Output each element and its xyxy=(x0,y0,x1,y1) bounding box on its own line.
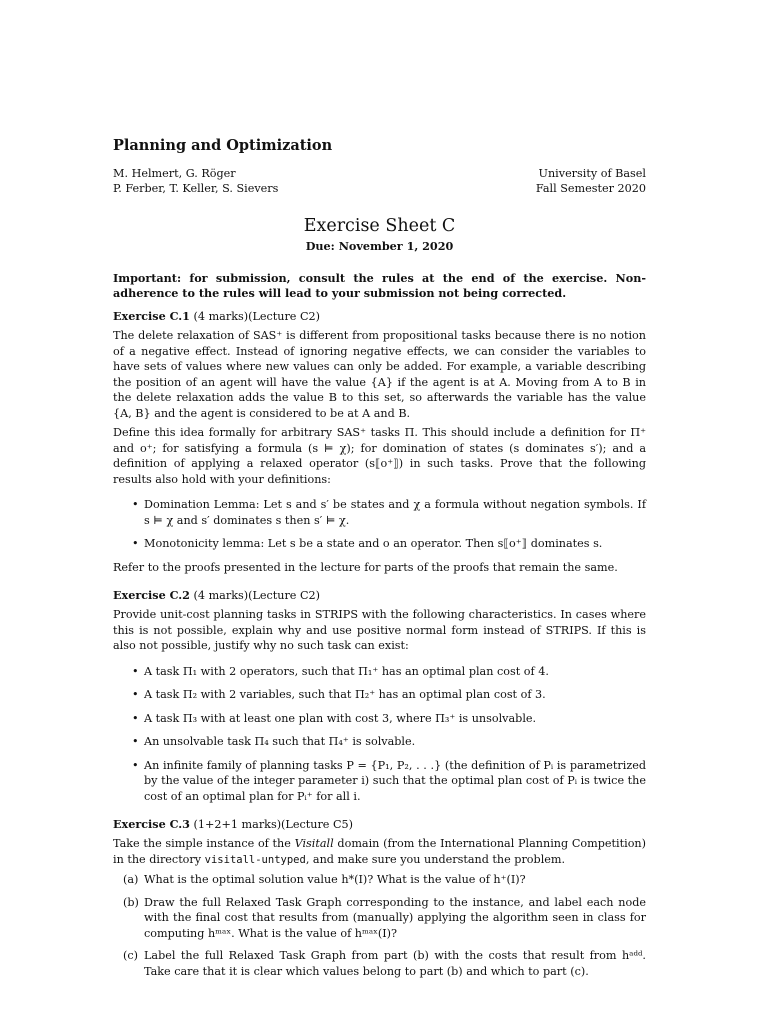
list-item: • An unsolvable task Π₄ such that Π₄⁺ is solvable. xyxy=(132,735,416,748)
due-date: Due: November 1, 2020 xyxy=(305,239,454,253)
exercise-c3-heading xyxy=(113,817,646,832)
list-item: • Domination Lemma: Let s and s′ be states and χ a formula without negation symbols. If s ⊨ χ and s′ dominates s then s′ ⊨ χ. xyxy=(132,498,646,527)
exercise-c1-heading xyxy=(113,309,646,324)
document-page xyxy=(113,136,646,986)
list-item: (b) Draw the full Relaxed Task Graph corresponding to the instance, and label each node with the final cost that results from (manually) applying the algorithm seen in class for computing hᵐᵃˣ. What is the value of hᵐᵃˣ(I)? xyxy=(123,895,646,940)
authors-line-1: M. Helmert, G. Röger xyxy=(113,167,236,180)
list-item: • Monotonicity lemma: Let s be a state and o an operator. Then s⟦o⁺⟧ dominates s. xyxy=(132,537,603,550)
list-item: (c) Label the full Relaxed Task Graph from part (b) with the costs that result from hᵃᵈᵈ. Take care that it is clear which values belong to part (b) and which to part (c). xyxy=(123,949,646,978)
exercise-c2-paragraph-1: Provide unit-cost planning tasks in STRIPS with the following characteristics. In cases where this is not possible, explain why and use positive normal form instead of STRIPS. If this is also not possible, justify why no such task can exist: xyxy=(113,608,646,652)
bullet-icon: • xyxy=(132,735,139,748)
semester: Fall Semester 2020 xyxy=(535,182,646,195)
list-item: • A task Π₁ with 2 operators, such that Π₁⁺ has an optimal plan cost of 4. xyxy=(132,664,549,678)
exercise-c2-meta: (4 marks)(Lecture C2) xyxy=(189,589,321,602)
bullet-icon: • xyxy=(132,688,139,701)
institution xyxy=(536,166,646,196)
exercise-c3-label: Exercise C.3 xyxy=(113,817,190,831)
exercise-c1-list xyxy=(113,497,646,552)
exercise-c3-list xyxy=(113,872,646,979)
list-item: • A task Π₂ with 2 variables, such that Π₂⁺ has an optimal plan cost of 3. xyxy=(132,688,546,701)
exercise-c1-paragraph-3: Refer to the proofs presented in the lecture for parts of the proofs that remain the same. xyxy=(113,560,618,574)
bullet-icon: • xyxy=(132,537,139,550)
list-item: • An infinite family of planning tasks P = {P₁, P₂, . . .} (the definition of Pᵢ is parametrized by the value of the integer parameter i) such that the optimal plan cost of Pᵢ is twice the cost of an optimal plan for Pᵢ⁺ for all i. xyxy=(132,758,646,803)
authors xyxy=(113,166,278,196)
exercise-c1-paragraph-2: Define this idea formally for arbitrary SAS⁺ tasks Π. This should include a definition for Π⁺ and o⁺; for satisfying a formula (s ⊨ χ); for domination of states (s dominates s′); and a definition of applying a relaxed operator (s⟦o⁺⟧) in such tasks. Prove that the following results also hold with your definitions: xyxy=(113,426,646,486)
sheet-title: Exercise Sheet C xyxy=(303,216,456,236)
exercise-c2-label: Exercise C.2 xyxy=(113,588,190,602)
bullet-icon: • xyxy=(132,498,139,511)
exercise-c1-paragraph-1: The delete relaxation of SAS⁺ is different from propositional tasks because there is no notion of a negative effect. Instead of ignoring negative effects, we can consider the variables to have sets of values where new values can only be added. For example, a variable describing the position of an agent will have the value {A} if the agent is at A. Moving from A to B in the delete relaxation adds the value B to this set, so afterwards the variable has the value {A, B} and the agent is considered to be at A and B. xyxy=(113,329,646,420)
list-item: • A task Π₃ with at least one plan with cost 3, where Π₃⁺ is unsolvable. xyxy=(132,711,537,725)
bullet-icon: • xyxy=(132,711,139,725)
bullet-icon: • xyxy=(132,758,139,772)
list-item: (a) What is the optimal solution value h*(I)? What is the value of h⁺(I)? xyxy=(123,873,526,886)
exercise-c3-meta: (1+2+1 marks)(Lecture C5) xyxy=(189,818,354,831)
bullet-icon: • xyxy=(132,664,139,678)
directory-name: visitall-untyped xyxy=(204,853,306,866)
domain-name: Visitall xyxy=(294,837,334,850)
important-notice: Important: for submission, consult the rules at the end of the exercise. Non-adherence to the rules will lead to your submission not being corrected. xyxy=(113,271,646,300)
exercise-c3-paragraph-1: Take the simple instance of the Visitall domain (from the International Planning Competition) in the directory visitall-untyped, and make sure you understand the problem. xyxy=(113,837,647,866)
exercise-c2-list xyxy=(113,664,646,805)
header-meta xyxy=(113,166,646,196)
exercise-c2-heading xyxy=(113,588,646,603)
exercise-c1-label: Exercise C.1 xyxy=(113,309,190,323)
exercise-c1-meta: (4 marks)(Lecture C2) xyxy=(189,310,321,323)
authors-line-2: P. Ferber, T. Keller, S. Sievers xyxy=(113,182,279,195)
university: University of Basel xyxy=(538,167,646,180)
course-title: Planning and Optimization xyxy=(113,137,333,154)
